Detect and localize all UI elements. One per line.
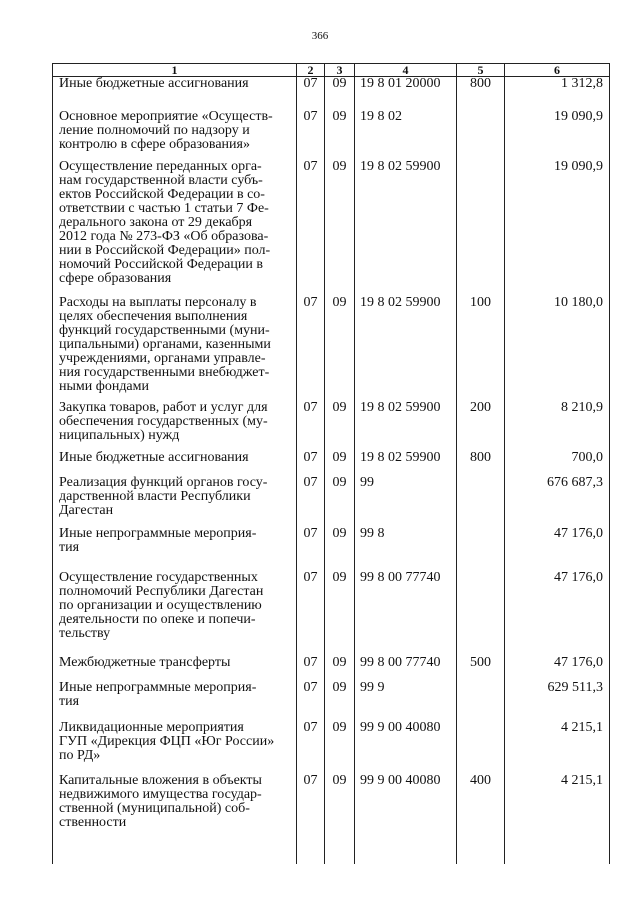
row-csr-cell [355, 451, 457, 476]
row-name-cell-text: Основное мероприятие «Осуществ- ление полномочий по надзору и контролю в сфере образования» [59, 109, 273, 152]
row-name-cell-text: Иные непрограммные мероприя- тия [59, 526, 257, 555]
row-amount-cell [505, 774, 610, 864]
row-csr-cell [355, 721, 457, 774]
row-csr-cell-text: 19 8 02 59900 [360, 295, 441, 310]
row-amount-cell-text: 10 180,0 [554, 295, 603, 310]
row-vr-cell-text: 400 [470, 773, 491, 788]
row-pr-cell-text: 09 [332, 159, 347, 174]
row-pr-cell [325, 160, 355, 296]
column-header: 1 [53, 64, 297, 77]
row-pr-cell-text: 09 [332, 680, 347, 695]
table-row [53, 476, 610, 527]
row-name-cell-text: Капитальные вложения в объекты недвижимого имущества государ- ственной (муниципальной) соб- ственности [59, 773, 262, 830]
row-rz-cell [297, 296, 325, 401]
row-pr-cell-text: 09 [332, 720, 347, 735]
row-pr-cell-text: 09 [332, 655, 347, 670]
row-rz-cell-text: 07 [303, 475, 318, 490]
row-csr-cell [355, 110, 457, 160]
row-vr-cell [457, 296, 505, 401]
row-amount-cell [505, 476, 610, 527]
row-vr-cell [457, 656, 505, 681]
row-amount-cell-text: 629 511,3 [547, 680, 603, 695]
row-amount-cell [505, 77, 610, 111]
row-pr-cell [325, 401, 355, 451]
table-row [53, 681, 610, 721]
row-name-cell-text: Осуществление государственных полномочий Республики Дагестан по организации и осуществлению деятельности по опеке и попечи- тельству [59, 570, 264, 641]
row-vr-cell-text: 800 [470, 450, 491, 465]
row-amount-cell [505, 571, 610, 656]
row-rz-cell-text: 07 [303, 655, 318, 670]
row-amount-cell [505, 527, 610, 571]
row-vr-cell [457, 451, 505, 476]
column-header: 4 [355, 64, 457, 77]
row-csr-cell-text: 99 8 00 77740 [360, 655, 441, 670]
row-amount-cell-text: 676 687,3 [547, 475, 603, 490]
row-pr-cell-text: 09 [332, 773, 347, 788]
row-name-cell [53, 571, 297, 656]
row-name-cell-text: Закупка товаров, работ и услуг для обеспечения государственных (му- ниципальных) нужд [59, 400, 268, 443]
row-rz-cell-text: 07 [303, 773, 318, 788]
row-name-cell-text: Межбюджетные трансферты [59, 655, 231, 670]
row-amount-cell-text: 47 176,0 [554, 570, 603, 585]
row-vr-cell [457, 721, 505, 774]
row-rz-cell [297, 451, 325, 476]
row-csr-cell-text: 99 9 [360, 680, 385, 695]
row-csr-cell [355, 656, 457, 681]
row-name-cell [53, 451, 297, 476]
row-pr-cell [325, 110, 355, 160]
row-csr-cell [355, 527, 457, 571]
row-name-cell [53, 681, 297, 721]
table-row [53, 110, 610, 160]
header-row [53, 64, 610, 77]
row-name-cell [53, 527, 297, 571]
row-pr-cell [325, 774, 355, 864]
row-amount-cell-text: 47 176,0 [554, 526, 603, 541]
row-rz-cell [297, 571, 325, 656]
row-amount-cell [505, 296, 610, 401]
row-name-cell-text: Реализация функций органов госу- дарственной власти Республики Дагестан [59, 475, 268, 518]
row-csr-cell [355, 296, 457, 401]
row-name-cell-text: Расходы на выплаты персоналу в целях обеспечения выполнения функций государственными (муни- ципальными) органами, казенными учреждениями, органами управле- ния государственными внебюджет- ными фондами [59, 295, 271, 394]
row-rz-cell-text: 07 [303, 450, 318, 465]
row-csr-cell-text: 99 9 00 40080 [360, 773, 441, 788]
row-name-cell-text: Иные бюджетные ассигнования [59, 76, 249, 91]
row-name-cell-text: Осуществление переданных орга- нам государственной власти субъ- ектов Российской Федерации в со- ответствии с частью 1 статьи 7 Фе- дерального закона от 29 декабря 2012 года № 273-ФЗ «Об образова- нии в Российской Федерации» пол- номочий Российской Федерации в сфере образования [59, 159, 271, 286]
row-pr-cell-text: 09 [332, 450, 347, 465]
row-amount-cell [505, 681, 610, 721]
row-name-cell [53, 110, 297, 160]
row-rz-cell-text: 07 [303, 720, 318, 735]
row-csr-cell [355, 476, 457, 527]
table-row [53, 527, 610, 571]
table-row [53, 571, 610, 656]
table-row [53, 774, 610, 864]
row-csr-cell [355, 774, 457, 864]
row-vr-cell [457, 571, 505, 656]
row-amount-cell [505, 401, 610, 451]
row-rz-cell-text: 07 [303, 570, 318, 585]
row-name-cell-text: Иные бюджетные ассигнования [59, 450, 249, 465]
table-row [53, 401, 610, 451]
row-csr-cell-text: 99 8 [360, 526, 385, 541]
column-header: 2 [297, 64, 325, 77]
row-rz-cell [297, 160, 325, 296]
row-rz-cell [297, 774, 325, 864]
row-amount-cell-text: 47 176,0 [554, 655, 603, 670]
row-vr-cell-text: 200 [470, 400, 491, 415]
row-rz-cell [297, 77, 325, 111]
row-csr-cell-text: 19 8 02 59900 [360, 450, 441, 465]
row-rz-cell-text: 07 [303, 400, 318, 415]
row-rz-cell-text: 07 [303, 526, 318, 541]
row-csr-cell [355, 401, 457, 451]
row-vr-cell [457, 110, 505, 160]
table-row [53, 451, 610, 476]
row-rz-cell [297, 110, 325, 160]
row-pr-cell [325, 296, 355, 401]
row-pr-cell-text: 09 [332, 76, 347, 91]
row-csr-cell-text: 19 8 02 [360, 109, 402, 124]
row-csr-cell-text: 19 8 01 20000 [360, 76, 441, 91]
row-amount-cell [505, 160, 610, 296]
column-header: 3 [325, 64, 355, 77]
table-row [53, 160, 610, 296]
row-pr-cell [325, 527, 355, 571]
row-amount-cell-text: 19 090,9 [554, 109, 603, 124]
row-pr-cell [325, 656, 355, 681]
row-vr-cell-text: 100 [470, 295, 491, 310]
row-pr-cell [325, 681, 355, 721]
row-name-cell [53, 774, 297, 864]
row-rz-cell [297, 401, 325, 451]
row-pr-cell-text: 09 [332, 570, 347, 585]
table-row [53, 721, 610, 774]
row-name-cell [53, 401, 297, 451]
row-amount-cell [505, 721, 610, 774]
row-vr-cell [457, 476, 505, 527]
row-rz-cell [297, 527, 325, 571]
row-amount-cell [505, 451, 610, 476]
row-rz-cell [297, 656, 325, 681]
row-pr-cell-text: 09 [332, 400, 347, 415]
table-row [53, 296, 610, 401]
row-amount-cell-text: 19 090,9 [554, 159, 603, 174]
row-amount-cell [505, 656, 610, 681]
row-rz-cell-text: 07 [303, 295, 318, 310]
row-vr-cell [457, 160, 505, 296]
row-csr-cell [355, 160, 457, 296]
row-csr-cell [355, 681, 457, 721]
row-rz-cell-text: 07 [303, 76, 318, 91]
row-name-cell [53, 160, 297, 296]
row-csr-cell-text: 19 8 02 59900 [360, 159, 441, 174]
row-name-cell [53, 77, 297, 111]
row-csr-cell [355, 77, 457, 111]
table-row [53, 77, 610, 111]
row-pr-cell-text: 09 [332, 475, 347, 490]
row-rz-cell [297, 476, 325, 527]
row-pr-cell [325, 451, 355, 476]
table-row [53, 656, 610, 681]
row-amount-cell-text: 700,0 [571, 450, 603, 465]
row-name-cell [53, 476, 297, 527]
row-vr-cell [457, 681, 505, 721]
row-amount-cell-text: 8 210,9 [561, 400, 603, 415]
row-pr-cell [325, 77, 355, 111]
row-rz-cell-text: 07 [303, 680, 318, 695]
row-csr-cell-text: 99 [360, 475, 374, 490]
row-amount-cell-text: 4 215,1 [561, 720, 603, 735]
row-csr-cell-text: 99 9 00 40080 [360, 720, 441, 735]
row-name-cell [53, 656, 297, 681]
row-name-cell-text: Иные непрограммные мероприя- тия [59, 680, 257, 709]
row-name-cell [53, 721, 297, 774]
row-name-cell [53, 296, 297, 401]
row-pr-cell-text: 09 [332, 526, 347, 541]
column-header: 6 [505, 64, 610, 77]
row-pr-cell [325, 476, 355, 527]
row-amount-cell-text: 4 215,1 [561, 773, 603, 788]
row-rz-cell-text: 07 [303, 159, 318, 174]
row-vr-cell [457, 401, 505, 451]
row-pr-cell-text: 09 [332, 109, 347, 124]
row-pr-cell-text: 09 [332, 295, 347, 310]
row-csr-cell-text: 19 8 02 59900 [360, 400, 441, 415]
row-amount-cell [505, 110, 610, 160]
row-csr-cell [355, 571, 457, 656]
row-vr-cell [457, 774, 505, 864]
budget-table [52, 63, 610, 864]
page-number: 366 [311, 30, 329, 42]
row-vr-cell-text: 500 [470, 655, 491, 670]
row-vr-cell-text: 800 [470, 76, 491, 91]
row-rz-cell [297, 681, 325, 721]
row-pr-cell [325, 721, 355, 774]
row-pr-cell [325, 571, 355, 656]
row-csr-cell-text: 99 8 00 77740 [360, 570, 441, 585]
row-name-cell-text: Ликвидационные мероприятия ГУП «Дирекция ФЦП «Юг России» по РД» [59, 720, 275, 763]
row-vr-cell [457, 527, 505, 571]
column-header: 5 [457, 64, 505, 77]
row-rz-cell-text: 07 [303, 109, 318, 124]
row-rz-cell [297, 721, 325, 774]
row-vr-cell [457, 77, 505, 111]
row-amount-cell-text: 1 312,8 [561, 76, 603, 91]
